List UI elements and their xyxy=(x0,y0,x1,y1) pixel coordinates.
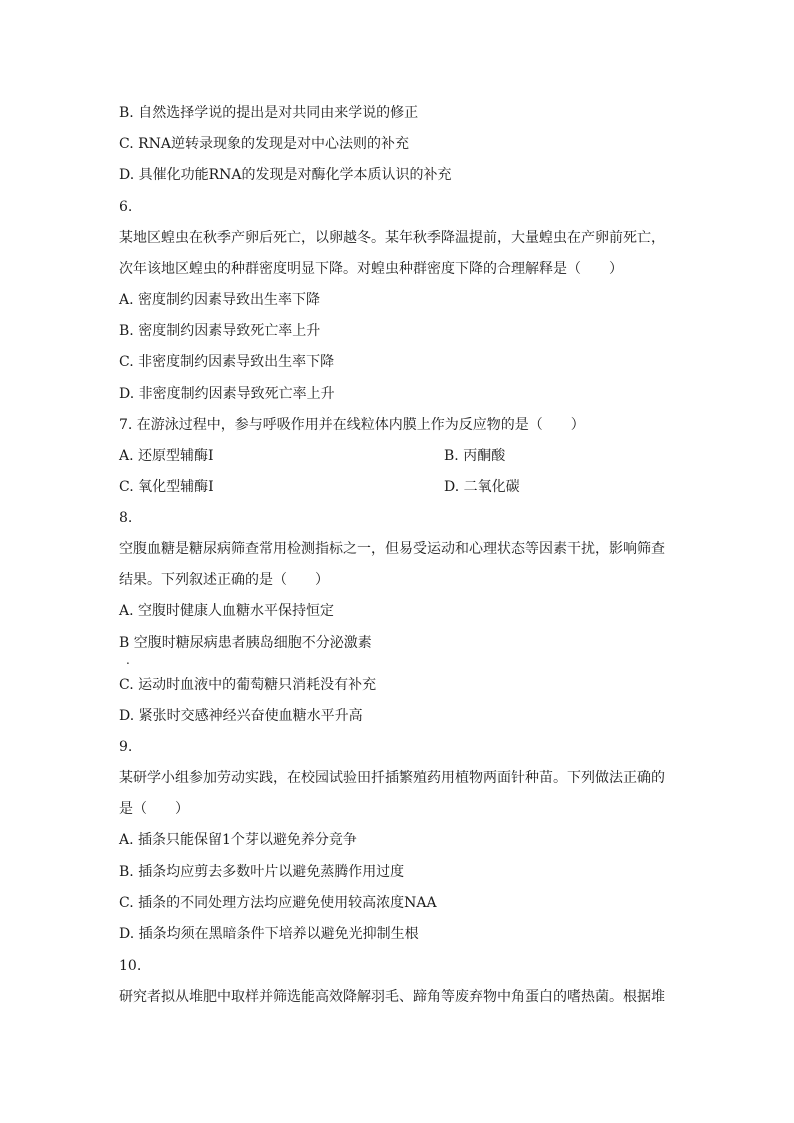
option-text: B 空腹时糖尿病患者胰岛细胞不分泌激素 xyxy=(119,635,372,651)
option-text: C. 氧化型辅酶Ⅰ xyxy=(119,479,214,495)
option-text: A. 密度制约因素导致出生率下降 xyxy=(119,292,321,308)
question-stem: 次年该地区蝗虫的种群密度明显下降。对蝗虫种群密度下降的合理解释是（ ） xyxy=(119,261,623,277)
question-stem: 研究者拟从堆肥中取样并筛选能高效降解羽毛、蹄角等废弃物中角蛋白的嗜热菌。根据堆 xyxy=(119,989,665,1005)
question-stem: 是（ ） xyxy=(119,801,189,817)
option-text: D. 二氧化碳 xyxy=(444,479,520,495)
option-text: D. 插条均须在黑暗条件下培养以避免光抑制生根 xyxy=(119,926,419,942)
stray-mark: . xyxy=(126,653,130,667)
option-text: B. 插条均应剪去多数叶片以避免蒸腾作用过度 xyxy=(119,864,405,880)
question-stem: 某地区蝗虫在秋季产卵后死亡，以卵越冬。某年秋季降温提前，大量蝗虫在产卵前死亡， xyxy=(119,230,665,246)
question-number: 9. xyxy=(119,739,133,755)
question-number: 6. xyxy=(119,199,133,215)
option-text: C. 插条的不同处理方法均应避免使用较高浓度NAA xyxy=(119,895,437,911)
option-text: D. 具催化功能RNA的发现是对酶化学本质认识的补充 xyxy=(119,167,452,183)
question-stem: 某研学小组参加劳动实践，在校园试验田扦插繁殖药用植物两面针种苗。下列做法正确的 xyxy=(119,770,665,786)
option-text: C. 非密度制约因素导致出生率下降 xyxy=(119,354,335,370)
option-text: A. 还原型辅酶Ⅰ xyxy=(119,448,214,464)
question-stem: 空腹血糖是糖尿病筛查常用检测指标之一，但易受运动和心理状态等因素干扰，影响筛查 xyxy=(119,541,665,557)
option-text: D. 紧张时交感神经兴奋使血糖水平升高 xyxy=(119,708,363,724)
question-stem: 7. 在游泳过程中，参与呼吸作用并在线粒体内膜上作为反应物的是（ ） xyxy=(119,417,585,433)
option-text: B. 丙酮酸 xyxy=(444,448,506,464)
option-text: B. 密度制约因素导致死亡率上升 xyxy=(119,323,321,339)
question-number: 10. xyxy=(119,958,142,974)
question-stem: 结果。下列叙述正确的是（ ） xyxy=(119,572,329,588)
option-text: C. 运动时血液中的葡萄糖只消耗没有补充 xyxy=(119,677,377,693)
option-text: A. 插条只能保留1个芽以避免养分竞争 xyxy=(119,832,357,848)
option-text: C. RNA逆转录现象的发现是对中心法则的补充 xyxy=(119,136,410,152)
option-text: D. 非密度制约因素导致死亡率上升 xyxy=(119,386,335,402)
option-text: B. 自然选择学说的提出是对共同由来学说的修正 xyxy=(119,105,419,121)
option-text: A. 空腹时健康人血糖水平保持恒定 xyxy=(119,603,335,619)
question-number: 8. xyxy=(119,510,133,526)
